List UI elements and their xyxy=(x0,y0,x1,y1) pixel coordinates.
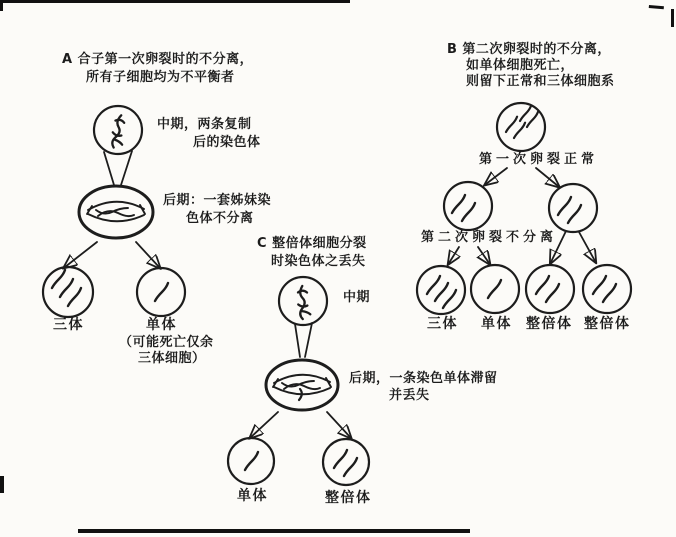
section-b-heading-line2: 如单体细胞死亡， xyxy=(466,58,575,73)
chromosomes-icon xyxy=(111,114,126,148)
cell-b-blastomere-left xyxy=(444,182,492,230)
arrow-icon xyxy=(449,247,459,263)
section-b-heading-line3: 则留下正常和三体细胞系 xyxy=(466,74,615,89)
label-c-monosomy: 单体 xyxy=(237,488,268,504)
cell-b-euploid-2 xyxy=(583,265,631,313)
label-c-euploid: 整倍体 xyxy=(325,490,372,506)
cell-b-blastomere-right xyxy=(549,184,597,232)
section-b-artwork xyxy=(417,103,631,314)
label-b-second-cleavage: 第二次卵裂不分离 xyxy=(421,230,558,245)
arrow-icon xyxy=(536,168,558,186)
label-a-monosomy: 单体 xyxy=(146,317,177,333)
cell-a-metaphase xyxy=(94,106,142,154)
cell-b-zygote xyxy=(497,103,545,151)
label-b-monosomy: 单体 xyxy=(481,316,512,332)
chromosomes-icon xyxy=(296,285,310,319)
cell-b-euploid-1 xyxy=(526,265,574,313)
arrow-icon xyxy=(327,412,350,437)
cell-b-trisomic xyxy=(417,266,465,314)
label-c-metaphase: 中期 xyxy=(343,290,371,305)
anaphase-chromosomes-icon xyxy=(87,202,145,222)
arrow-icon xyxy=(478,247,489,263)
label-c-anaphase-line1: 后期，一条染色单体滞留 xyxy=(349,371,498,386)
label-a-note-line2: 三体细胞） xyxy=(138,351,206,366)
section-c-heading-line1: C 整倍体细胞分裂 xyxy=(257,236,367,251)
label-a-anaphase-line1: 后期：一套姊妹染 xyxy=(163,193,272,208)
label-b-euploid-1: 整倍体 xyxy=(526,316,573,332)
section-c-heading-line2: 时染色体之丢失 xyxy=(271,254,366,269)
label-a-metaphase-line1: 中期，两条复制 xyxy=(157,117,252,132)
label-a-anaphase-line2: 色体不分离 xyxy=(186,211,254,226)
arrow-icon xyxy=(251,412,278,437)
label-a-note-line1: （可能死亡仅余 xyxy=(119,335,214,350)
label-c-anaphase-line2: 并丢失 xyxy=(389,388,430,403)
cell-c-euploid xyxy=(323,439,369,485)
arrow-icon xyxy=(579,232,595,261)
label-b-euploid-2: 整倍体 xyxy=(584,316,631,332)
section-a-heading-line2: 所有子细胞均为不平衡者 xyxy=(86,70,235,85)
arrow-icon xyxy=(486,168,507,184)
label-b-trisomy: 三体 xyxy=(427,316,458,332)
label-b-first-cleavage: 第一次卵裂正常 xyxy=(479,152,599,167)
section-c-artwork xyxy=(228,277,369,485)
cell-a-trisomic xyxy=(43,267,93,317)
label-a-trisomy: 三体 xyxy=(53,317,84,333)
arrow-icon xyxy=(65,242,97,267)
section-a-heading-line1: A 合子第一次卵裂时的不分离， xyxy=(62,52,254,67)
arrow-icon xyxy=(136,242,159,267)
label-a-metaphase-line2: 后的染色体 xyxy=(193,135,261,150)
section-a-artwork xyxy=(43,106,185,317)
section-b-heading-line1: B 第二次卵裂时的不分离， xyxy=(447,42,611,57)
